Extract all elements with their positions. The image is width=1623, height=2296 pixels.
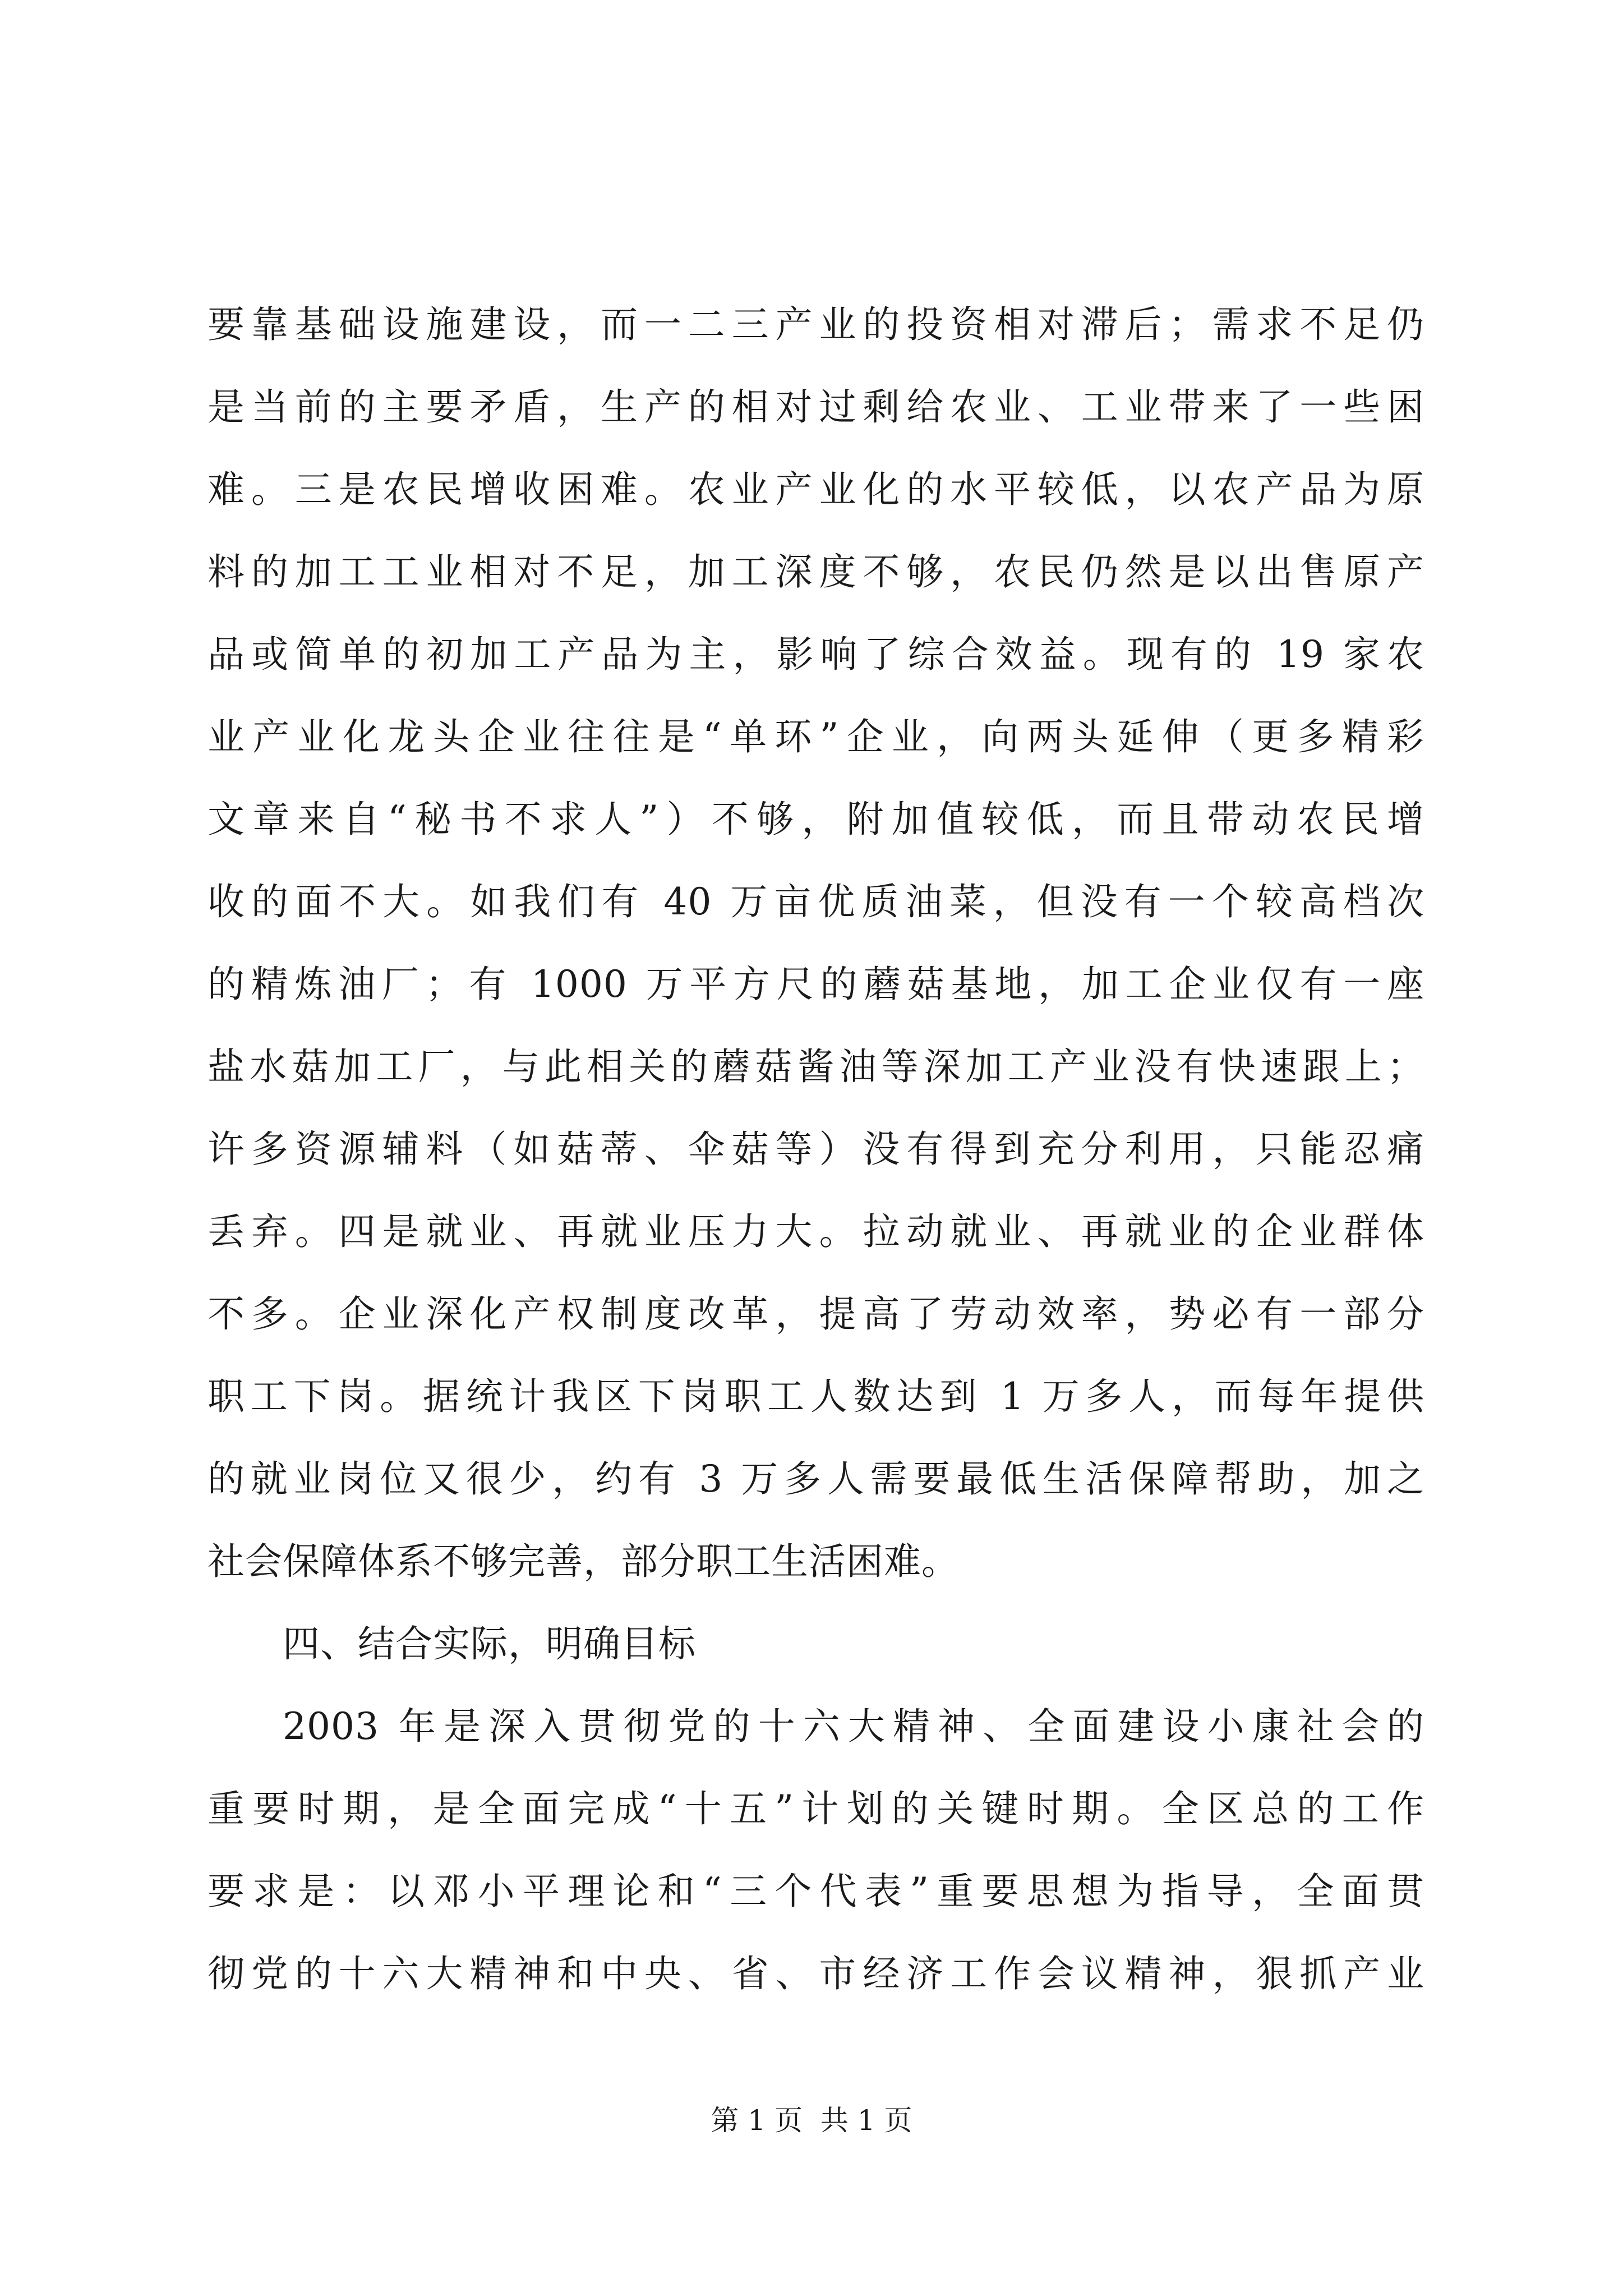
text-line: 盐水菇加工厂，与此相关的蘑菇酱油等深加工产业没有快速跟上； xyxy=(208,1045,1424,1088)
text-line: 要求是：以邓小平理论和“三个代表”重要思想为指导，全面贯 xyxy=(208,1870,1424,1913)
text-line: 不多。企业深化产权制度改革，提高了劳动效率，势必有一部分 xyxy=(208,1292,1424,1336)
text-line: 的就业岗位又很少，约有 3 万多人需要最低生活保障帮助，加之 xyxy=(208,1457,1424,1501)
text-line: 职工下岗。据统计我区下岗职工人数达到 1 万多人，而每年提供 xyxy=(208,1375,1424,1418)
text-line: 收的面不大。如我们有 40 万亩优质油菜，但没有一个较高档次 xyxy=(208,880,1424,923)
section-heading: 四、结合实际，明确目标 xyxy=(283,1622,696,1665)
text-line: 许多资源辅料（如菇蒂、伞菇等）没有得到充分利用，只能忍痛 xyxy=(208,1128,1424,1171)
text-line: 文章来自“秘书不求人”）不够，附加值较低，而且带动农民增 xyxy=(208,798,1424,841)
document-body xyxy=(208,283,1424,2015)
text-line: 难。三是农民增收困难。农业产业化的水平较低，以农产品为原 xyxy=(208,468,1424,511)
text-line: 品或简单的初加工产品为主，影响了综合效益。现有的 19 家农 xyxy=(208,633,1424,676)
text-line: 要靠基础设施建设，而一二三产业的投资相对滞后；需求不足仍 xyxy=(208,303,1424,346)
text-line: 业产业化龙头企业往往是“单环”企业，向两头延伸（更多精彩 xyxy=(208,715,1424,758)
text-line: 料的加工工业相对不足，加工深度不够，农民仍然是以出售原产 xyxy=(208,550,1424,593)
page-footer: 第 1 页 共 1 页 xyxy=(711,2104,912,2137)
text-line: 彻党的十六大精神和中央、省、市经济工作会议精神，狠抓产业 xyxy=(208,1952,1424,1995)
text-line: 丢弃。四是就业、再就业压力大。拉动就业、再就业的企业群体 xyxy=(208,1210,1424,1253)
text-line: 2003 年是深入贯彻党的十六大精神、全面建设小康社会的 xyxy=(283,1705,1424,1748)
text-line: 重要时期，是全面完成“十五”计划的关键时期。全区总的工作 xyxy=(208,1787,1424,1830)
text-line: 的精炼油厂；有 1000 万平方尺的蘑菇基地，加工企业仅有一座 xyxy=(208,963,1424,1006)
text-line: 社会保障体系不够完善，部分职工生活困难。 xyxy=(208,1540,959,1583)
text-line: 是当前的主要矛盾，生产的相对过剩给农业、工业带来了一些困 xyxy=(208,385,1424,429)
